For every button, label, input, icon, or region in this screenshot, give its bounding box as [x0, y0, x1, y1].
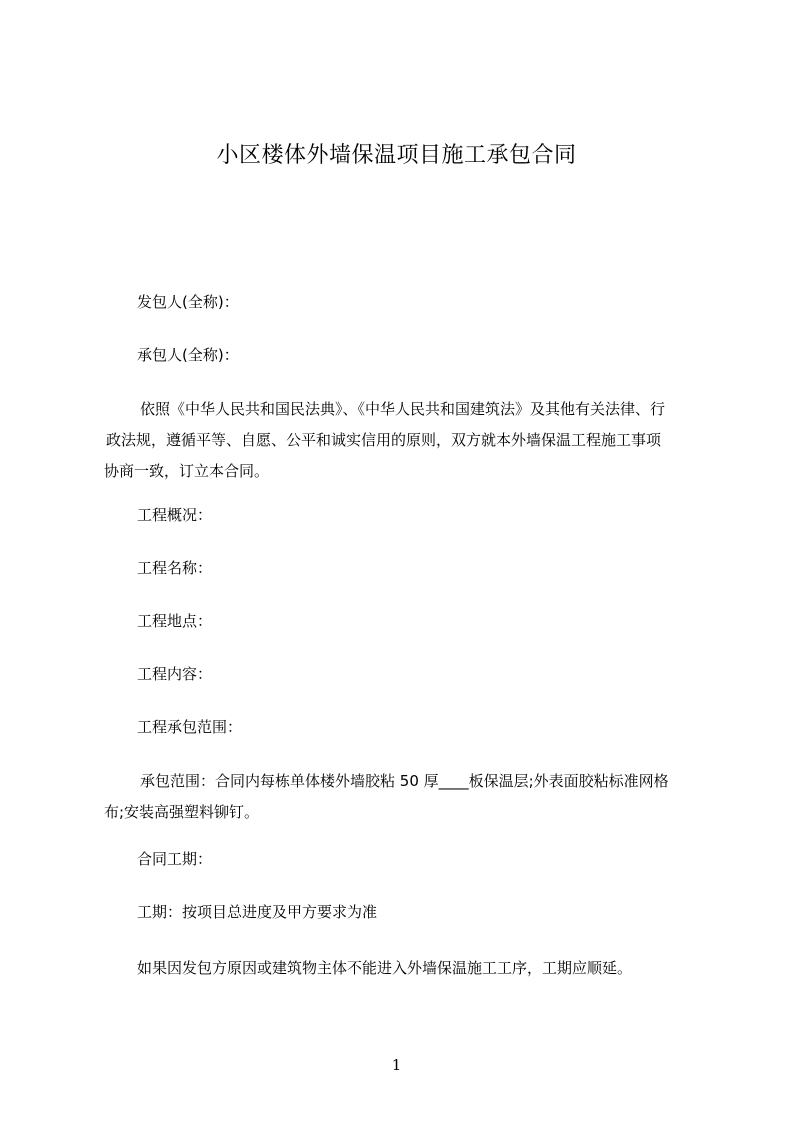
preamble-line-3: 协商一致，订立本合同。	[104, 462, 270, 480]
project-name-label: 工程名称：	[137, 559, 213, 577]
scope-paragraph	[104, 766, 704, 828]
scope-blank: ____	[438, 772, 469, 790]
contract-period-heading: 合同工期：	[137, 850, 213, 868]
period-text: 工期：按项目总进度及甲方要求为准	[137, 903, 378, 921]
page-number: 1	[391, 1056, 402, 1074]
scope-line-1-start: 承包范围：合同内每栋单体楼外墙胶粘 50 厚	[140, 772, 439, 790]
preamble-paragraph	[104, 394, 704, 487]
preamble-line-2: 政法规，遵循平等、自愿、公平和诚实信用的原则，双方就本外墙保温工程施工事项	[106, 431, 662, 449]
preamble-line-1: 依照《中华人民共和国民法典》、《中华人民共和国建筑法》及其他有关法律、行	[140, 400, 666, 418]
scope-line-1-end: 板保温层;外表面胶粘标准网格	[468, 772, 669, 790]
scope-line-1	[104, 766, 704, 797]
project-location-label: 工程地点：	[137, 612, 213, 630]
project-overview-heading: 工程概况：	[137, 506, 213, 524]
party-a-label: 发包人(全称)：	[137, 293, 239, 311]
party-b-label: 承包人(全称)：	[137, 346, 239, 364]
scope-line-2: 布;安装高强塑料铆钉。	[104, 803, 260, 821]
project-content-label: 工程内容：	[137, 665, 213, 683]
project-scope-heading: 工程承包范围：	[137, 718, 243, 736]
delay-text: 如果因发包方原因或建筑物主体不能进入外墙保温施工工序，工期应顺延。	[137, 959, 633, 977]
contract-title: 小区楼体外墙保温项目施工承包合同	[216, 143, 577, 168]
